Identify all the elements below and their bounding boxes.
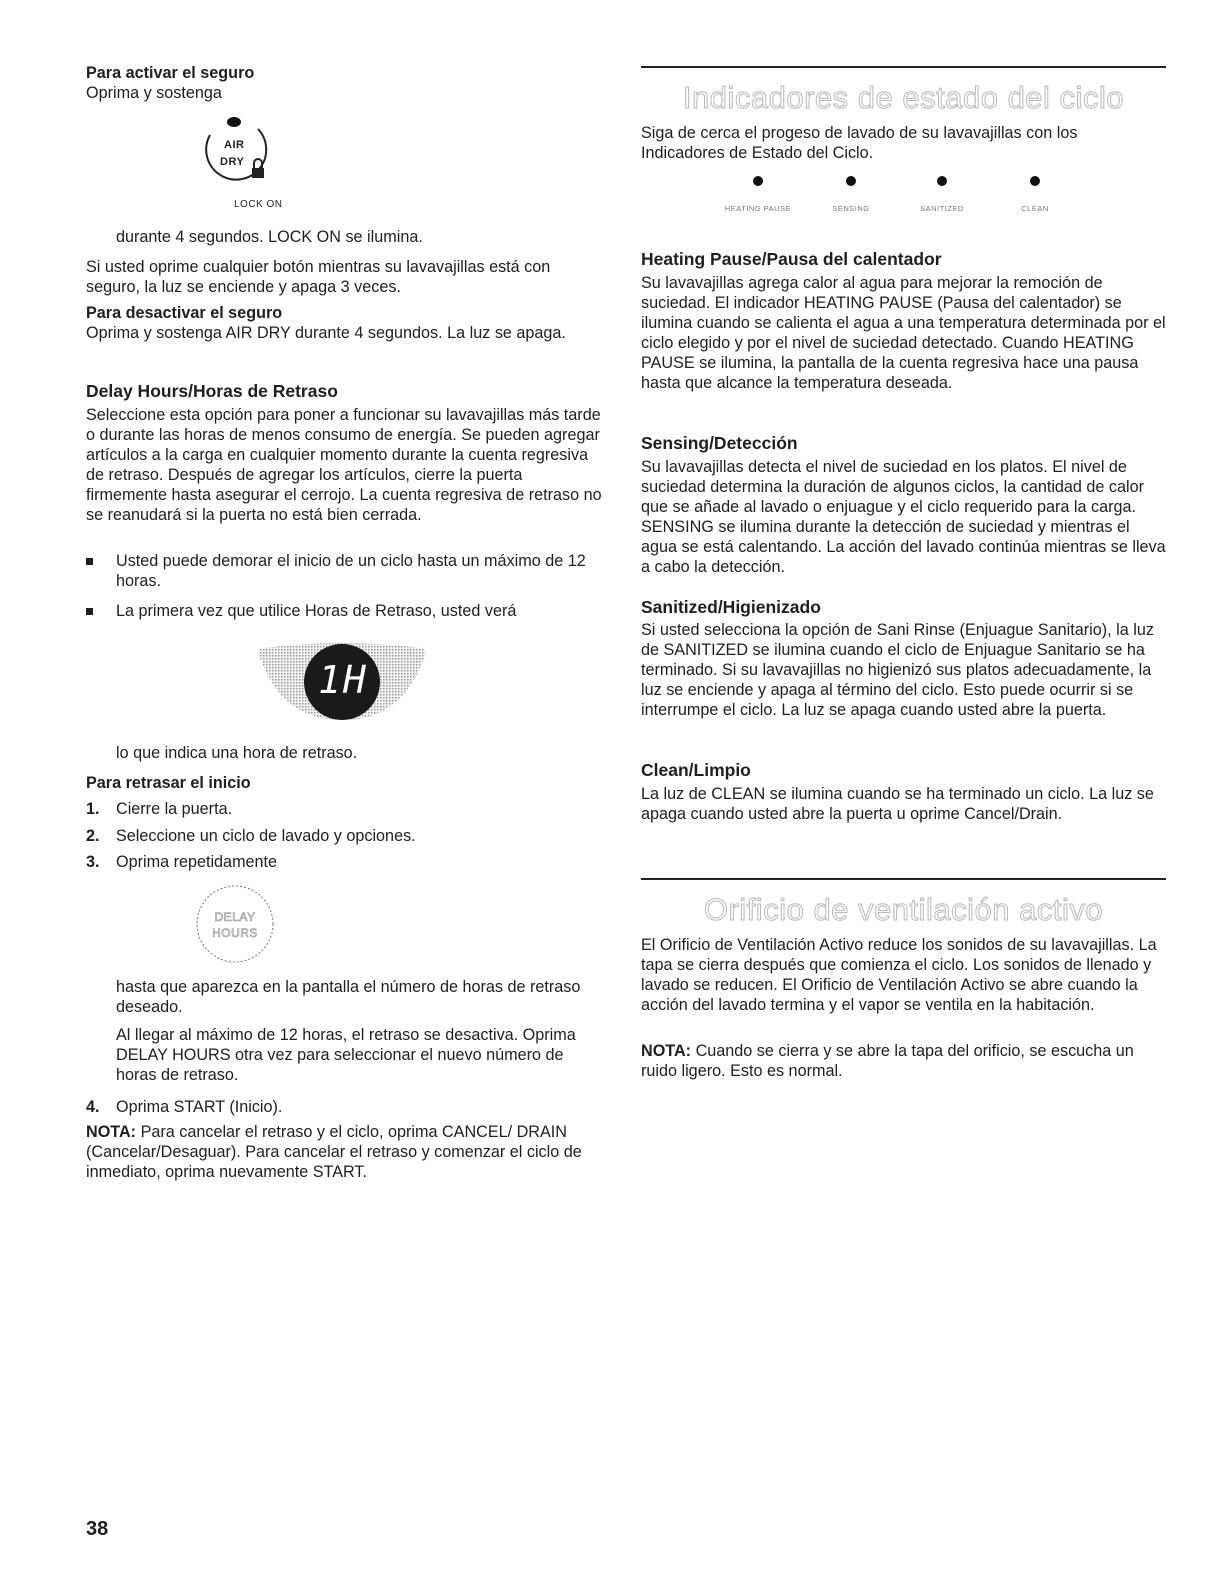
lock-off-text: Oprima y sostenga AIR DRY durante 4 segundos. La luz se apaga. xyxy=(86,324,566,342)
step-number: 3. xyxy=(86,853,100,871)
status-intro: Siga de cerca el progeso de lavado de su lavavajillas con los Indicadores de Estado del Ciclo. xyxy=(641,124,1078,162)
air-dry-button-icon xyxy=(194,113,304,213)
step-text: Seleccione un ciclo de lavado y opciones. xyxy=(116,827,416,845)
display-caption: lo que indica una hora de retraso. xyxy=(116,744,358,762)
step-item xyxy=(86,799,233,819)
bullet-text: La primera vez que utilice Horas de Retraso, usted verá xyxy=(116,602,517,620)
delay-hours-button xyxy=(190,884,280,964)
page-number: 38 xyxy=(86,1518,109,1540)
step-text: Cierre la puerta. xyxy=(116,800,233,818)
sanitized-light-icon xyxy=(937,176,947,186)
bullet-item xyxy=(86,551,606,591)
step-item xyxy=(86,1097,283,1117)
delay-button-outline-icon xyxy=(190,884,280,964)
lock-on-caption: LOCK ON xyxy=(234,199,283,210)
step-item xyxy=(86,852,278,872)
sensing-light-icon xyxy=(846,176,856,186)
status-heading: Indicadores de estado del ciclo xyxy=(682,80,1125,115)
lock-on-instruction: Oprima y sostenga xyxy=(86,84,222,102)
step3-max-text: Al llegar al máximo de 12 horas, el retraso se desactiva. Oprima DELAY HOURS otra vez para seleccionar el nuevo número de horas de retraso. xyxy=(116,1026,576,1084)
indicator-label: SENSING xyxy=(832,204,870,213)
air-dry-lock-button xyxy=(194,113,304,213)
sanitized-text: Si usted selecciona la opción de Sani Rinse (Enjuague Sanitario), la luz de SANITIZED se ilumina cuando el ciclo de Enjuague Sanitario se ha terminado. Si su lavavajillas no higienizó sus platos adecuadamente, la luz se enciende y apaga al término del ciclo. Esto puede ocurrir si se interrumpe el ciclo. La luz se apaga cuando usted abre la puerta. xyxy=(641,621,1154,719)
clean-text: La luz de CLEAN se ilumina cuando se ha terminado un ciclo. La luz se apaga cuando usted abre la puerta u oprime Cancel/Drain. xyxy=(641,785,1154,823)
vent-heading: Orificio de ventilación activo xyxy=(703,892,1104,927)
bullet-item xyxy=(86,601,606,621)
delay-display xyxy=(251,640,433,722)
indicator-label: SANITIZED xyxy=(920,204,964,213)
sanitized-title: Sanitized/Higienizado xyxy=(641,597,821,617)
clean-light-icon xyxy=(1030,176,1040,186)
dry-label: DRY xyxy=(220,156,245,168)
delay-hours-title: Delay Hours/Horas de Retraso xyxy=(86,381,338,401)
hours-label: HOURS xyxy=(212,926,258,940)
lock-on-title: Para activar el seguro xyxy=(86,64,255,82)
bullet-icon xyxy=(86,608,93,615)
cycle-status-indicators xyxy=(641,176,1166,216)
heating-text: Su lavavajillas agrega calor al agua para mejorar la remoción de suciedad. El indicador HEATING PAUSE (Pausa del calentador) se ilumina cuando se calienta el agua a una temperatura determinada por el ciclo elegido y por el nivel de suciedad detectado. Cuando HEATING PAUSE se ilumina, la pantalla de la cuenta regresiva hace una pausa hasta que alcance la temperatura deseada. xyxy=(641,274,1166,392)
clean-title: Clean/Limpio xyxy=(641,760,751,780)
lock-off-title: Para desactivar el seguro xyxy=(86,304,283,322)
display-value: 1H xyxy=(318,658,368,702)
vent-text: El Orificio de Ventilación Activo reduce los sonidos de su lavavajillas. La tapa se cierra después que comienza el ciclo. Los sonidos de llenado y lavado se reducen. El Orificio de Ventilación Activo se abre cuando la acción del lavado termina y el vapor se ventila en la habitación. xyxy=(641,936,1157,1014)
step-item xyxy=(86,826,416,846)
delay-note xyxy=(86,1122,606,1182)
vent-note-text: Cuando se cierra y se abre la tapa del orificio, se escucha un ruido ligero. Esto es normal. xyxy=(641,1042,1134,1080)
padlock-icon xyxy=(252,159,264,178)
step3-after-text: hasta que aparezca en la pantalla el número de horas de retraso deseado. xyxy=(116,978,581,1016)
bullet-text: Usted puede demorar el inicio de un ciclo hasta un máximo de 12 horas. xyxy=(116,552,586,590)
step-number: 2. xyxy=(86,827,100,845)
lock-press-note: Si usted oprime cualquier botón mientras su lavavajillas está con seguro, la luz se enciende y apaga 3 veces. xyxy=(86,258,551,296)
start-delay-title: Para retrasar el inicio xyxy=(86,774,251,792)
indicator-label: HEATING PAUSE xyxy=(724,204,792,213)
vent-note xyxy=(641,1041,1166,1081)
delay-label: DELAY xyxy=(214,910,256,924)
note-label: NOTA: xyxy=(86,1123,137,1141)
section-divider xyxy=(641,878,1166,880)
indicator-label: CLEAN xyxy=(1021,204,1049,213)
step-number: 1. xyxy=(86,800,100,818)
note-text: Para cancelar el retraso y el ciclo, oprima CANCEL/ DRAIN (Cancelar/Desaguar). Para cancelar el retraso y comenzar el ciclo de inmediato, oprima nuevamente START. xyxy=(86,1123,582,1181)
step-number: 4. xyxy=(86,1098,100,1116)
step-text: Oprima START (Inicio). xyxy=(116,1098,283,1116)
sensing-title: Sensing/Detección xyxy=(641,433,798,453)
heating-title: Heating Pause/Pausa del calentador xyxy=(641,249,942,269)
sensing-text: Su lavavajillas detecta el nivel de suciedad en los platos. El nivel de suciedad determina la duración de algunos ciclos, la cantidad de calor que se añade al lavado o enjuague y el ciclo requerido para la carga. SENSING se ilumina durante la detección de suciedad y mientras el agua se está calentando. La acción del lavado continúa mientras se lleva a cabo la detección. xyxy=(641,458,1166,576)
vent-note-label: NOTA: xyxy=(641,1042,692,1060)
bullet-icon xyxy=(86,558,93,565)
step-text: Oprima repetidamente xyxy=(116,853,278,871)
lock-on-duration: durante 4 segundos. LOCK ON se ilumina. xyxy=(116,228,423,246)
heating-pause-light-icon xyxy=(753,176,763,186)
delay-hours-text: Seleccione esta opción para poner a funcionar su lavavajillas más tarde o durante las horas de menos consumo de energía. Se pueden agregar artículos a la carga en cualquier momento durante la cuenta regresiva de retraso. Después de agregar los artículos, cierre la puerta firmemente hasta asegurar el cerrojo. La cuenta regresiva de retraso no se reanudará si la puerta no está bien cerrada. xyxy=(86,406,602,524)
air-label: AIR xyxy=(224,139,245,151)
section-divider xyxy=(641,66,1166,68)
